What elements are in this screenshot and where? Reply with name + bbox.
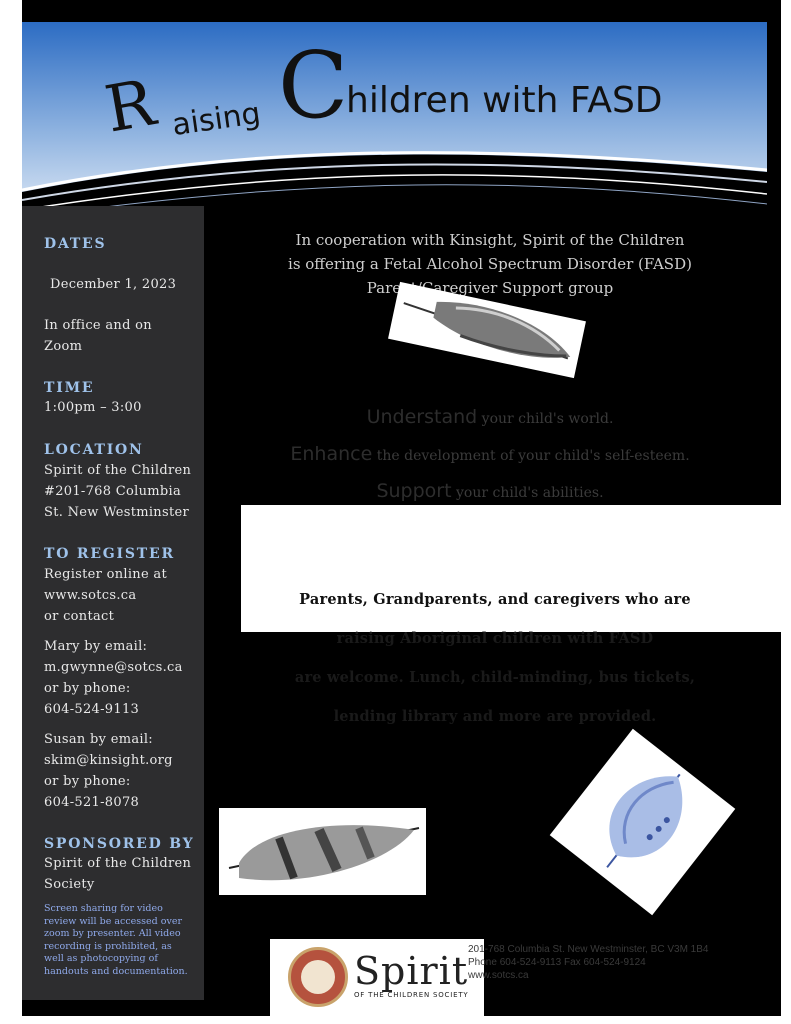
dates-heading: DATES — [44, 236, 107, 252]
value-keyword: Understand — [366, 406, 478, 428]
logo-wordmark: Spirit — [354, 949, 469, 993]
register-info — [44, 564, 204, 627]
value-keyword: Enhance — [290, 443, 373, 465]
event-date: December 1, 2023 — [50, 277, 177, 292]
feather-icon — [219, 808, 426, 895]
location-heading: LOCATION — [44, 442, 144, 458]
sponsor-name — [44, 853, 204, 895]
email-link[interactable]: m.gwynne@sotcs.ca — [44, 660, 183, 675]
footer-address: 201-768 Columbia St. New Westminster, BC V3M 1B4 — [468, 944, 709, 955]
contact-line: Susan by email: — [44, 732, 153, 747]
intro-line: In cooperation with Kinsight, Spirit of the Children — [295, 231, 685, 249]
value-keyword: Support — [376, 480, 452, 502]
intro-line: is offering a Fetal Alcohol Spectrum Disorder (FASD) — [288, 255, 692, 273]
title-word-rest: hildren with FASD — [346, 80, 663, 121]
page-title — [88, 32, 688, 148]
event-time: 1:00pm – 3:00 — [44, 400, 142, 415]
welcome-line: are welcome. Lunch, child-minding, bus tickets, — [294, 669, 696, 686]
location-address — [44, 460, 204, 523]
values-list — [240, 400, 740, 511]
contact-line: or by phone: — [44, 774, 131, 789]
phone-number: 604-521-8078 — [44, 795, 140, 810]
intro-line: Parent/Caregiver Support group — [366, 279, 614, 297]
register-line: Register online at — [44, 567, 167, 582]
welcome-line: raising Aboriginal children with FASD — [336, 630, 654, 647]
event-mode: In office and on Zoom — [44, 318, 152, 354]
value-text: your child's world. — [477, 411, 614, 427]
contact-line: Mary by email: — [44, 639, 148, 654]
title-word-aising: aising — [169, 95, 263, 144]
welcome-text — [240, 580, 750, 736]
title-letter-r: R — [99, 66, 161, 148]
welcome-line: lending library and more are provided. — [333, 708, 657, 725]
value-text: your child's abilities. — [451, 485, 604, 501]
contact-line: or by phone: — [44, 681, 131, 696]
sponsor-line: Spirit of the Children — [44, 856, 192, 871]
footer-contact — [468, 943, 768, 982]
location-line: St. New Westminster — [44, 505, 189, 520]
title-letter-c: C — [278, 32, 349, 139]
contact-susan — [44, 729, 204, 813]
sidebar — [22, 206, 204, 1000]
footer-phone: Phone 604-524-9113 Fax 604-524-9124 — [468, 957, 646, 968]
feather-image — [219, 808, 426, 895]
organization-logo — [270, 939, 484, 1016]
sponsored-heading: SPONSORED BY — [44, 836, 195, 852]
location-line: #201-768 Columbia — [44, 484, 182, 499]
phone-number: 604-524-9113 — [44, 702, 140, 717]
privacy-note: Screen sharing for video review will be accessed over zoom by presenter. All video recording is prohibited, as well as photocopying of handouts and documentation. — [44, 903, 188, 977]
register-line: or contact — [44, 609, 115, 624]
email-link[interactable]: skim@kinsight.org — [44, 753, 173, 768]
contact-mary — [44, 636, 204, 720]
register-heading: TO REGISTER — [44, 546, 175, 562]
logo-emblem-icon — [288, 947, 348, 1007]
intro-text — [240, 228, 740, 300]
website-link[interactable]: www.sotcs.ca — [44, 588, 137, 603]
location-line: Spirit of the Children — [44, 463, 192, 478]
value-text: the development of your child's self-esteem. — [372, 448, 690, 464]
welcome-line: Parents, Grandparents, and caregivers who are — [299, 591, 691, 608]
logo-emblem-center — [301, 960, 335, 994]
logo-subtitle: OF THE CHILDREN SOCIETY — [354, 991, 469, 999]
value-enhance — [240, 437, 740, 474]
footer-website-link[interactable]: www.sotcs.ca — [468, 970, 529, 981]
value-understand — [240, 400, 740, 437]
time-heading: TIME — [44, 380, 95, 396]
sponsor-line: Society — [44, 877, 95, 892]
